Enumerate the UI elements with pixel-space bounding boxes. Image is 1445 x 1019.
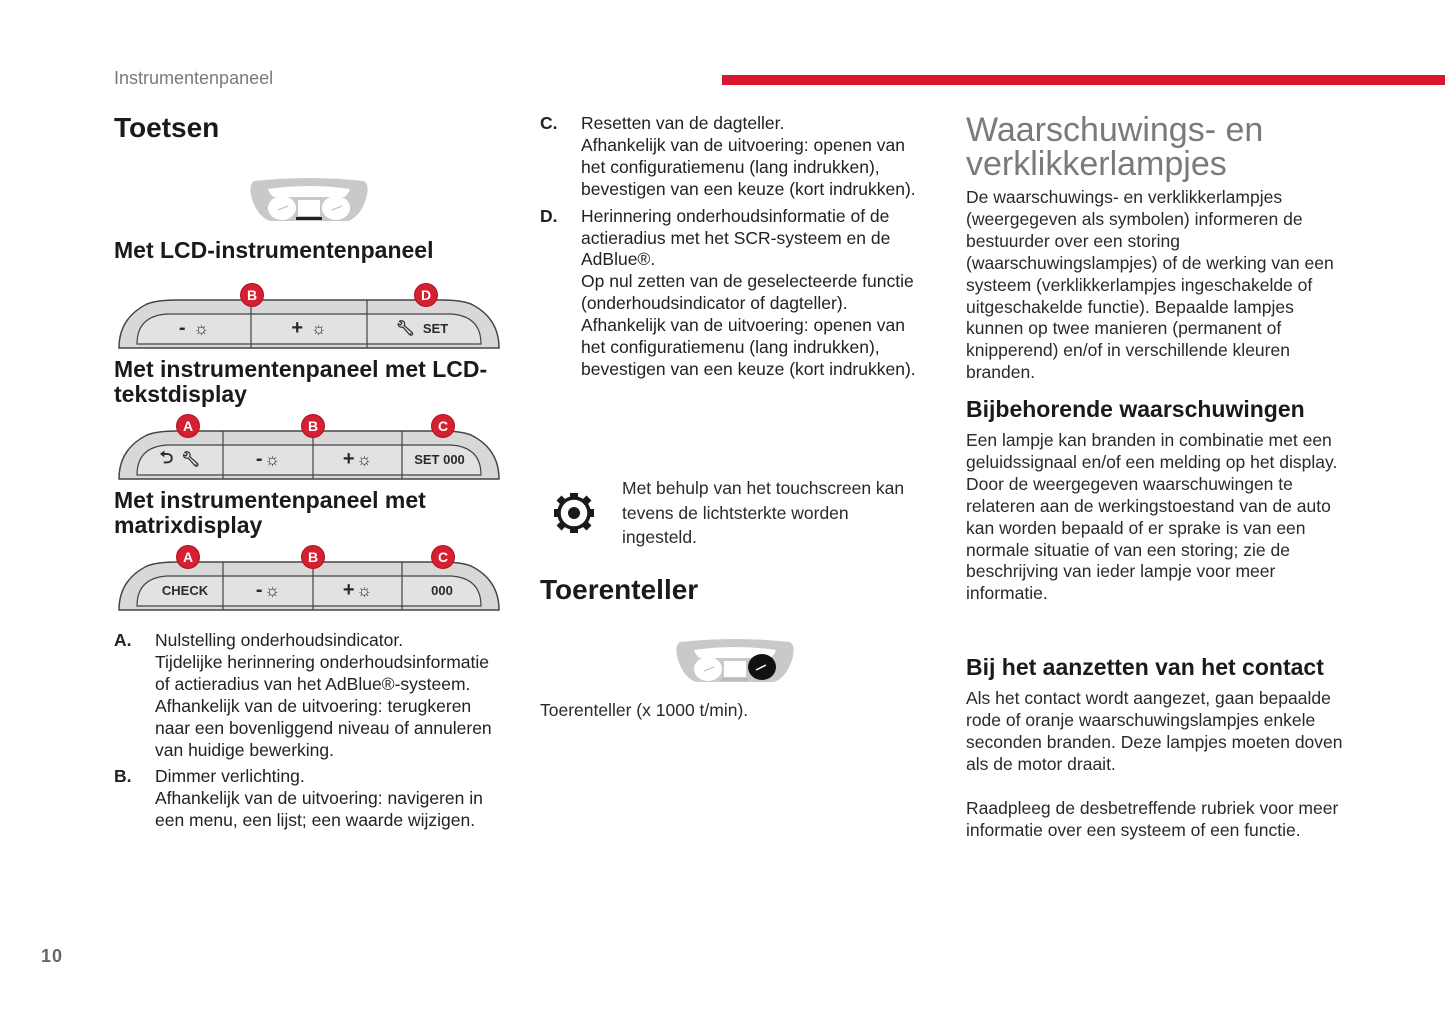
heading-lcd-panel: Met LCD-instrumentenpaneel [114,237,434,263]
paragraph: Als het contact wordt aangezet, gaan bepaalde rode of oranje waarschuwingslampjes enkele seconden branden. Deze lampjes moeten doven als de motor draait. [966,688,1343,774]
plus-label: + [342,579,355,601]
heading-matrix-panel: Met instrumentenpaneel met matrixdisplay [114,487,426,538]
warning-lamps-intro: De waarschuwings- en verklikkerlampjes (weergegeven als symbolen) informeren de bestuurder over een storing (waarschuwingslampjes) of de werking van een systeem (verklikkerlampjes ingeschakelde of uitgeschakelde functie). Bepaalde lampjes kunnen op twee manieren (permanent of knipperend) en/of in verschillende kleuren branden. [966,187,1334,383]
dim-up-button[interactable] [251,314,367,342]
badge-a: A [177,415,199,437]
list-item-d [540,206,930,381]
ignition-on-text [966,688,1361,841]
badge-d: D [415,284,437,306]
heading-toerenteller: Toerenteller [540,574,699,605]
sun-icon: ☼ [356,580,373,600]
back-button[interactable] [137,445,223,473]
list-line: Nulstelling onderhoudsindicator. [155,630,404,650]
tachometer-caption: Toerenteller (x 1000 t/min). [540,700,749,720]
button-descriptions-left [114,630,504,832]
paragraph: Een lampje kan branden in combinatie met een geluidssignaal en/of een melding op het display. [966,430,1338,472]
section-header: Instrumentenpaneel [114,68,274,88]
paragraph: Door de weergegeven waarschuwingen te relateren aan de werkingstoestand van de auto kan worden bepaald of er sprake is van een normale situatie of van een storing; zie de beschrijving van ieder lampje voor meer informatie. [966,473,1331,604]
sun-icon: ☼ [356,449,373,469]
list-item-b [114,766,504,832]
minus-label: - [255,579,263,601]
list-line: Dimmer verlichting. [155,766,305,787]
instrument-cluster-icon [248,177,370,223]
button-descriptions-middle [540,113,930,381]
dim-up-button[interactable] [313,445,402,473]
page-title-toetsen: Toetsen [114,112,220,143]
badge-b: B [302,546,324,568]
set-label: SET [422,320,449,336]
badge-c: C [432,546,454,568]
list-line: Afhankelijk van de uitvoering: navigeren in een menu, een lijst; een waarde wijzigen. [155,788,483,831]
list-item-a [114,630,504,761]
list-line: Afhankelijk van de uitvoering: terugkeren naar een bovenliggend niveau of annuleren van huidige bewerking. [155,695,492,760]
sun-icon: ☼ [311,318,327,338]
check-button[interactable] [137,576,233,604]
list-letter: A. [114,630,132,650]
sun-icon: ☼ [193,318,210,338]
badge-a: A [177,546,199,568]
reset-000-label: 000 [431,582,453,598]
heading-ignition-on: Bij het aanzetten van het contact [966,654,1324,680]
button-panel-lcd-text [117,415,501,471]
list-letter: B. [114,766,132,787]
minus-label: - [178,317,186,339]
list-line: Resetten van de dagteller. [581,113,785,133]
list-item-c [540,113,930,201]
touchscreen-note: Met behulp van het touchscreen kan tevens de lichtsterkte worden ingesteld. [622,478,905,547]
check-label: CHECK [161,582,209,598]
badge-b: B [302,415,324,437]
plus-label: + [291,317,304,339]
button-panel-lcd [117,284,501,340]
wrench-icon: 🔧︎ [395,320,415,337]
list-letter: D. [540,205,558,226]
button-panel-matrix [117,546,501,602]
plus-label: + [342,448,355,470]
tachometer-cluster-icon [674,638,796,684]
sun-icon: ☼ [264,449,281,469]
dim-down-button[interactable] [223,445,313,473]
list-line: Op nul zetten van de geselecteerde functie (onderhoudsindicator of dagteller). [581,271,914,314]
heading-lcd-text-panel: Met instrumentenpaneel met LCD-tekstdisplay [114,356,488,407]
list-line: Herinnering onderhoudsinformatie of de actieradius met het SCR-systeem en de AdBlue®. [581,205,891,270]
badge-c: C [432,415,454,437]
back-arrow-icon: ⮌ [159,447,174,467]
heading-associated-warnings: Bijbehorende waarschuwingen [966,396,1305,422]
set-000-label: SET 000 [414,451,465,467]
dim-down-button[interactable] [223,576,313,604]
paragraph: Raadpleeg de desbetreffende rubriek voor meer informatie over een systeem of een functie. [966,797,1339,840]
set-button[interactable] [367,314,477,342]
list-line: Afhankelijk van de uitvoering: openen van het configuratiemenu (lang indrukken), bevestigen van een keuze (kort indrukken). [581,134,916,199]
accent-bar [722,75,1445,85]
minus-label: - [255,448,263,470]
gear-icon [553,492,595,534]
heading-warning-lamps: Waarschuwings- en verklikkerlampjes [966,111,1264,183]
list-line: Afhankelijk van de uitvoering: openen van het configuratiemenu (lang indrukken), bevestigen van een keuze (kort indrukken). [581,315,916,379]
set-000-button[interactable] [402,445,477,473]
badge-b: B [241,284,263,306]
dim-up-button[interactable] [313,576,402,604]
associated-warnings-text [966,430,1341,605]
dim-down-button[interactable] [137,314,251,342]
list-letter: C. [540,113,558,133]
reset-000-button[interactable] [402,576,482,604]
wrench-icon: 🔧︎ [181,451,201,468]
sun-icon: ☼ [264,580,281,600]
page-number: 10 [41,946,64,966]
list-line: Tijdelijke herinnering onderhoudsinformatie of actieradius van het AdBlue®-systeem. [155,651,489,694]
